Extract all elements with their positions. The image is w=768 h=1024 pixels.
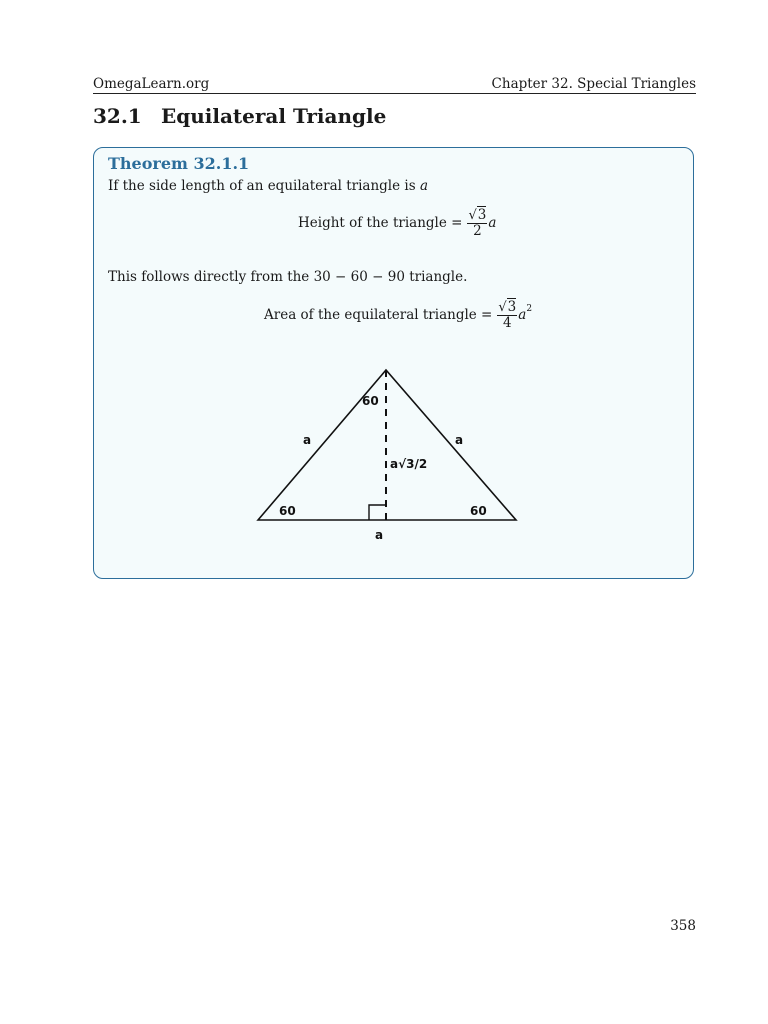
right-angle-label: 60 bbox=[470, 504, 487, 518]
theorem-intro-text: If the side length of an equilateral triangle is bbox=[108, 178, 416, 194]
theorem-title: Theorem 32.1.1 bbox=[108, 154, 250, 173]
area-var: a bbox=[518, 306, 527, 323]
height-fraction bbox=[467, 208, 487, 238]
header-rule bbox=[93, 93, 696, 94]
header-chapter: Chapter 32. Special Triangles bbox=[491, 76, 696, 92]
left-angle-label: 60 bbox=[279, 504, 296, 518]
area-fraction bbox=[497, 300, 517, 330]
area-denominator: 4 bbox=[503, 314, 512, 331]
area-exponent: 2 bbox=[526, 303, 533, 314]
theorem-box bbox=[93, 147, 694, 579]
base-label: a bbox=[375, 528, 384, 542]
height-numerator: √3 bbox=[468, 207, 487, 223]
right-side-label: a bbox=[455, 433, 464, 447]
area-label: Area of the equilateral triangle = bbox=[264, 306, 493, 323]
theorem-intro-var: a bbox=[419, 178, 429, 194]
theorem-intro bbox=[108, 178, 428, 194]
area-numerator: √3 bbox=[498, 299, 517, 315]
top-angle-label: 60 bbox=[362, 394, 379, 408]
height-var: a bbox=[488, 214, 497, 231]
height-label: Height of the triangle = bbox=[298, 214, 463, 231]
follows-text: This follows directly from the 30 − 60 − 90 triangle. bbox=[108, 269, 468, 285]
section-title: Equilateral Triangle bbox=[161, 104, 387, 128]
area-formula bbox=[264, 300, 532, 330]
equilateral-triangle-diagram bbox=[244, 358, 544, 548]
sqrt-icon: √ bbox=[468, 208, 477, 223]
triangle-outline bbox=[258, 370, 516, 520]
sqrt-icon: √ bbox=[498, 300, 507, 315]
height-denominator: 2 bbox=[473, 222, 482, 239]
page-number: 358 bbox=[670, 918, 696, 934]
section-heading bbox=[93, 104, 386, 128]
section-number: 32.1 bbox=[93, 104, 142, 128]
right-angle-mark bbox=[369, 505, 386, 520]
height-formula bbox=[298, 208, 496, 238]
running-header bbox=[93, 72, 696, 92]
header-site: OmegaLearn.org bbox=[93, 76, 210, 92]
height-label: a√3/2 bbox=[390, 457, 428, 471]
left-side-label: a bbox=[303, 433, 312, 447]
